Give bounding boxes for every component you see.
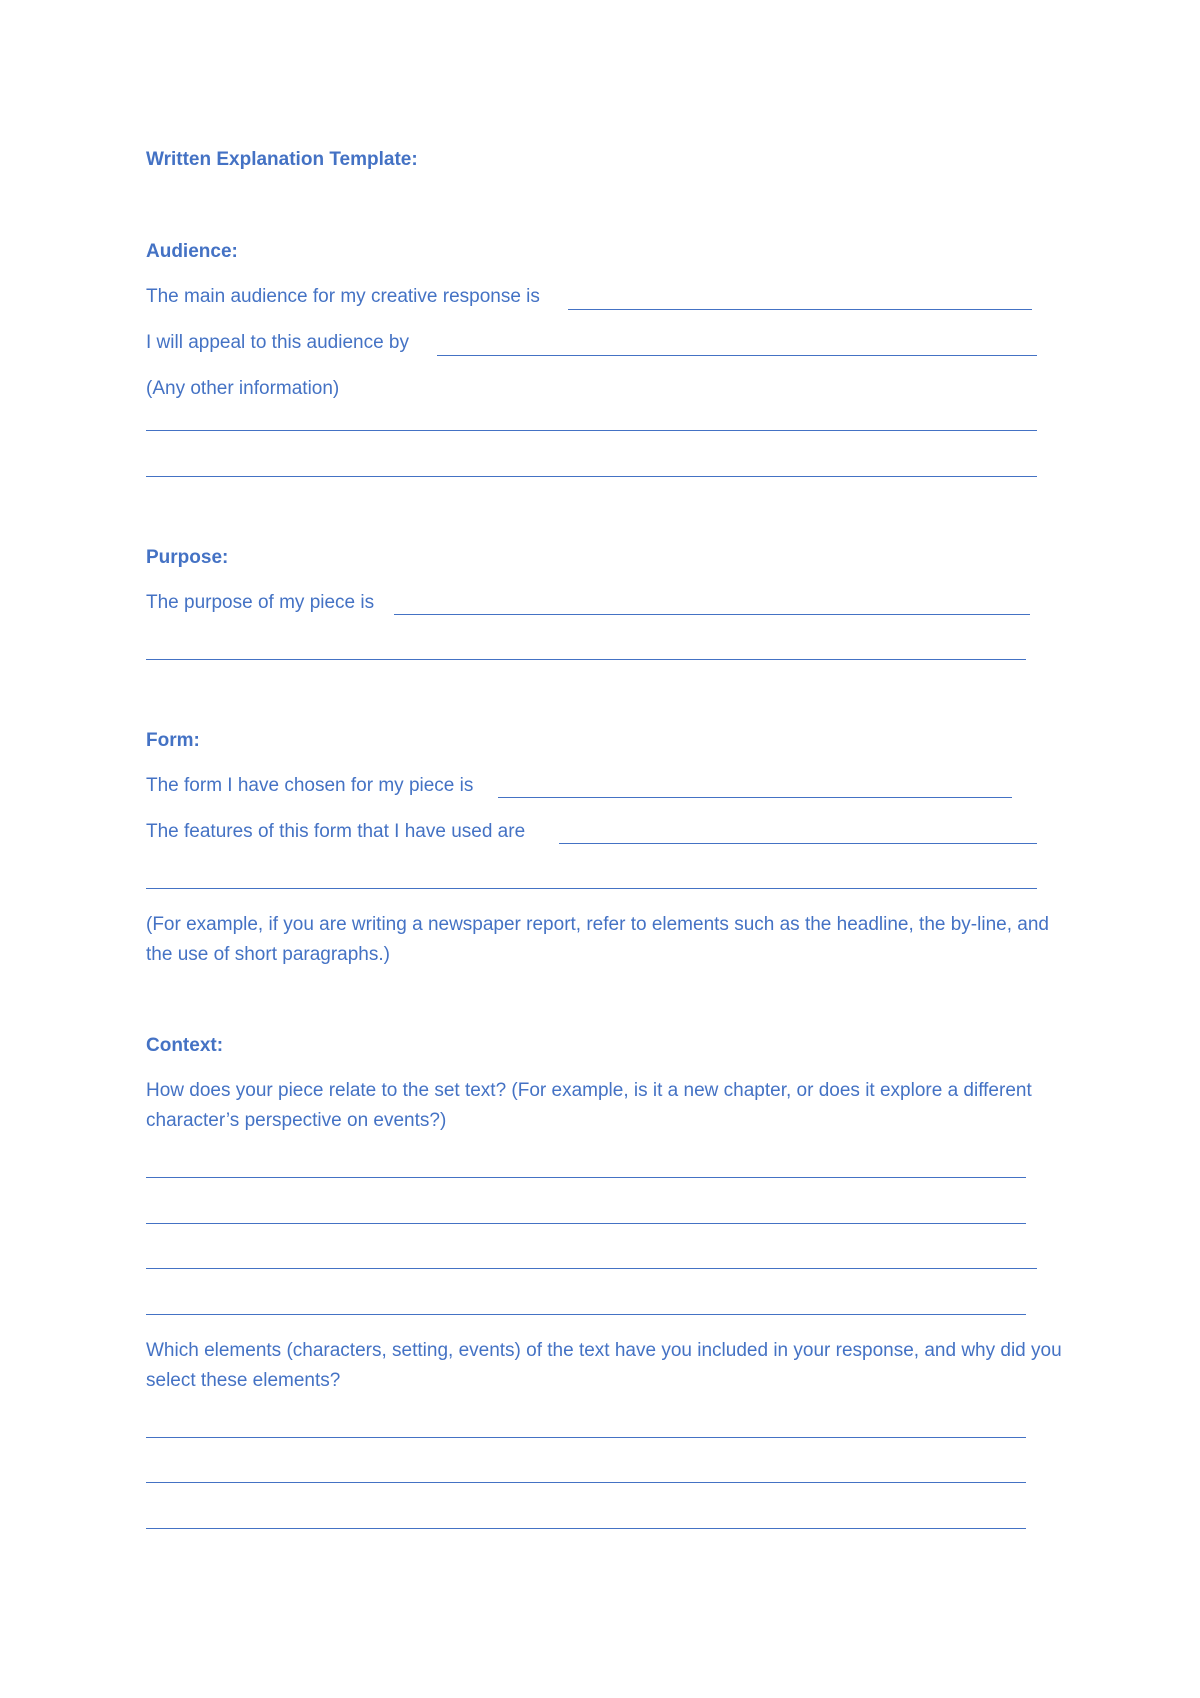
form-features-prompt: The features of this form that I have used are [146, 821, 526, 842]
context-answer-line-4[interactable] [146, 1314, 1026, 1315]
audience-other-answer-line-2[interactable] [146, 476, 1037, 477]
audience-other-prompt: (Any other information) [146, 378, 340, 399]
context-heading: Context: [146, 1035, 224, 1056]
form-example-note: (For example, if you are writing a newspaper report, refer to elements such as the headline, the by-line, and the use of short paragraphs.) [146, 914, 1049, 965]
elements-answer-line-1[interactable] [146, 1437, 1026, 1438]
form-chosen-prompt: The form I have chosen for my piece is [146, 775, 474, 796]
context-answer-line-3[interactable] [146, 1268, 1037, 1269]
elements-answer-line-2[interactable] [146, 1482, 1026, 1483]
purpose-answer-line-2[interactable] [146, 659, 1026, 660]
context-question-1: How does your piece relate to the set text? (For example, is it a new chapter, or does it explore a different character’s perspective on events?) [146, 1080, 1032, 1131]
purpose-prompt: The purpose of my piece is [146, 592, 375, 613]
elements-answer-line-3[interactable] [146, 1528, 1026, 1529]
context-answer-line-1[interactable] [146, 1177, 1026, 1178]
form-heading: Form: [146, 730, 200, 751]
audience-appeal-answer-line[interactable] [437, 355, 1037, 356]
document-title: Written Explanation Template: [146, 149, 418, 170]
form-features-answer-line-2[interactable] [146, 888, 1037, 889]
audience-heading: Audience: [146, 241, 238, 262]
form-features-answer-line-1[interactable] [559, 843, 1037, 844]
context-answer-line-2[interactable] [146, 1223, 1026, 1224]
audience-main-prompt: The main audience for my creative response is [146, 286, 540, 307]
audience-other-answer-line-1[interactable] [146, 430, 1037, 431]
form-chosen-answer-line[interactable] [498, 797, 1012, 798]
context-question-2: Which elements (characters, setting, events) of the text have you included in your response, and why did you select these elements? [146, 1340, 1062, 1391]
purpose-answer-line-1[interactable] [394, 614, 1030, 615]
audience-appeal-prompt: I will appeal to this audience by [146, 332, 409, 353]
purpose-heading: Purpose: [146, 547, 229, 568]
audience-main-answer-line[interactable] [568, 309, 1032, 310]
